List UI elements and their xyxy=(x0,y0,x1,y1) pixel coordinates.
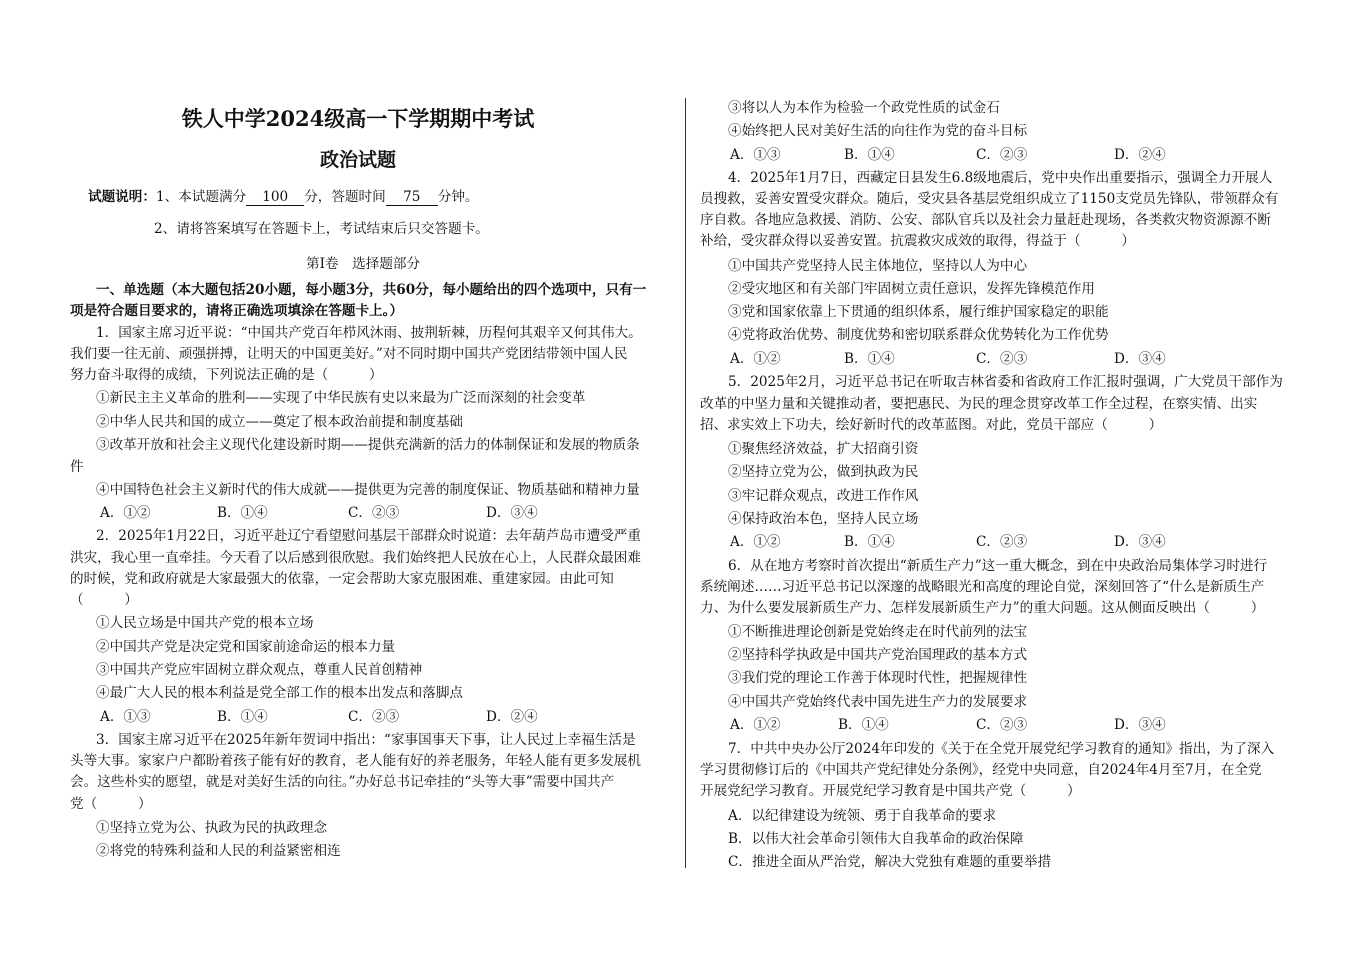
q2-stem-2: 洪灾，我心里一直牵挂。今天看了以后感到很欣慰。我们始终把人民放在心上，人民群众最困难 xyxy=(70,550,641,566)
q5-option-c: C．②③ xyxy=(976,534,1028,550)
q3-stem-1: 3．国家主席习近平在2025年新年贺词中指出：“家事国事天下事，让人民过上幸福生活是 xyxy=(96,732,636,748)
q3-item-4: ④始终把人民对美好生活的向往作为党的奋斗目标 xyxy=(728,123,1028,139)
q4-option-c: C．②③ xyxy=(976,351,1028,367)
q5-stem-2: 改革的中坚力量和关键推动者，要把惠民、为民的理念贯穿改革工作全过程，在察实情、出实 xyxy=(700,396,1258,412)
q6-option-c: C．②③ xyxy=(976,717,1028,733)
q1-option-d: D．③④ xyxy=(486,505,538,521)
q7-option-c: C．推进全面从严治党，解决大党独有难题的重要举措 xyxy=(728,854,1052,870)
q6-stem-2: 系统阐述……习近平总书记以深邃的战略眼光和高度的理论自觉，深刻回答了“什么是新质生产 xyxy=(700,579,1265,595)
section-name: 第Ⅰ卷 选择题部分 xyxy=(306,256,421,272)
q1-item-4: ④中国特色社会主义新时代的伟大成就——提供更为完善的制度保证、物质基础和精神力量 xyxy=(96,482,640,498)
q4-item-2: ②受灾地区和有关部门牢固树立责任意识，发挥先锋模范作用 xyxy=(728,281,1096,297)
note1-a: 1、本试题满分 xyxy=(155,189,247,205)
q3-item-1: ①坚持立党为公、执政为民的执政理念 xyxy=(96,820,328,836)
q3-option-a: A．①③ xyxy=(730,147,781,163)
q7-option-a: A．以纪律建设为统领、勇于自我革命的要求 xyxy=(728,808,997,824)
q2-option-d: D．②④ xyxy=(486,709,538,725)
note1-c: 分钟。 xyxy=(437,189,479,205)
q3-option-c: C．②③ xyxy=(976,147,1028,163)
q5-option-b: B．①④ xyxy=(844,534,895,550)
q1-item-1: ①新民主主义革命的胜利——实现了中华民族有史以来最为广泛而深刻的社会变革 xyxy=(96,390,586,406)
q6-stem-1: 6．从在地方考察时首次提出“新质生产力”这一重大概念，到在中央政治局集体学习时进行 xyxy=(728,558,1268,574)
q5-item-1: ①聚焦经济效益，扩大招商引资 xyxy=(728,441,919,457)
q4-option-b: B．①④ xyxy=(844,351,895,367)
q4-stem-3: 序自救。各地应急救援、消防、公安、部队官兵以及社会力量赶赴现场，各类救灾物资源源不断 xyxy=(700,212,1271,228)
section-instr-1: 一、单选题（本大题包括20小题，每小题3分，共60分，每小题给出的四个选项中，只有一 xyxy=(96,282,647,298)
q6-option-a: A．①② xyxy=(730,717,781,733)
exam-subject: 政治试题 xyxy=(319,149,396,171)
q2-item-1: ①人民立场是中国共产党的根本立场 xyxy=(96,615,314,631)
q4-item-1: ①中国共产党坚持人民主体地位，坚持以人为中心 xyxy=(728,258,1028,274)
q7-stem-3: 开展党纪学习教育。开展党纪学习教育是中国共产党（ ） xyxy=(700,783,1081,799)
q4-stem-4: 补给，受灾群众得以妥善安置。抗震救灾成效的取得，得益于（ ） xyxy=(700,233,1135,249)
q4-stem-1: 4．2025年1月7日，西藏定日县发生6.8级地震后，党中央作出重要指示，强调全力开展人 xyxy=(728,170,1273,186)
q7-option-b: B．以伟大社会革命引领伟大自我革命的政治保障 xyxy=(728,831,1024,847)
exam-time: 75 xyxy=(386,189,438,206)
q3-stem-4: 党（ ） xyxy=(70,796,152,812)
q6-option-b: B．①④ xyxy=(838,717,889,733)
q6-item-2: ②坚持科学执政是中国共产党治国理政的基本方式 xyxy=(728,647,1028,663)
q3-item-3: ③将以人为本作为检验一个政党性质的试金石 xyxy=(728,100,1000,116)
section-instr-2: 项是符合题目要求的，请将正确选项填涂在答题卡上。） xyxy=(70,303,404,319)
q1-option-b: B．①④ xyxy=(217,505,268,521)
q2-option-a: A．①③ xyxy=(100,709,151,725)
column-divider xyxy=(685,98,686,868)
q1-option-a: A．①② xyxy=(100,505,151,521)
q5-stem-1: 5．2025年2月，习近平总书记在听取吉林省委和省政府工作汇报时强调，广大党员干部作为 xyxy=(728,374,1283,390)
q1-stem-2: 我们要一往无前、顽强拼搏，让明天的中国更美好。”对不同时期中国共产党团结带领中国人民 xyxy=(70,346,628,362)
q5-item-2: ②坚持立党为公，做到执政为民 xyxy=(728,464,919,480)
note1-b: 分，答题时间 xyxy=(304,189,386,205)
q7-stem-2: 学习贯彻修订后的《中国共产党纪律处分条例》，经党中央同意，自2024年4月至7月，在全党 xyxy=(700,762,1262,778)
q1-stem-1: 1．国家主席习近平说：“中国共产党百年栉风沐雨、披荆斩棘，历程何其艰辛又何其伟大。 xyxy=(96,325,642,341)
q2-option-c: C．②③ xyxy=(348,709,400,725)
q6-item-1: ①不断推进理论创新是党始终走在时代前列的法宝 xyxy=(728,624,1028,640)
exam-note-2: 2、请将答案填写在答题卡上，考试结束后只交答题卡。 xyxy=(154,221,489,237)
q1-item-3: ③改革开放和社会主义现代化建设新时期——提供充满新的活力的体制保证和发展的物质条 xyxy=(96,437,640,453)
q5-option-d: D．③④ xyxy=(1114,534,1166,550)
q4-option-d: D．③④ xyxy=(1114,351,1166,367)
q1-item-2: ②中华人民共和国的成立——奠定了根本政治前提和制度基础 xyxy=(96,414,464,430)
q2-item-4: ④最广大人民的根本利益是党全部工作的根本出发点和落脚点 xyxy=(96,685,464,701)
q6-item-3: ③我们党的理论工作善于体现时代性，把握规律性 xyxy=(728,670,1028,686)
q5-item-4: ④保持政治本色，坚持人民立场 xyxy=(728,511,919,527)
note-label: 试题说明： xyxy=(88,189,156,205)
q5-stem-3: 招、求实效上下功夫，绘好新时代的改革蓝图。对此，党员干部应（ ） xyxy=(700,417,1163,433)
q3-stem-2: 头等大事。家家户户都盼着孩子能有好的教育，老人能有好的养老服务，年轻人能有更多发展机 xyxy=(70,753,641,769)
q2-option-b: B．①④ xyxy=(217,709,268,725)
q6-item-4: ④中国共产党始终代表中国先进生产力的发展要求 xyxy=(728,694,1028,710)
q2-stem-3: 的时候，党和政府就是大家最强大的依靠，一定会帮助大家克服困难、重建家园。由此可知 xyxy=(70,571,614,587)
q5-item-3: ③牢记群众观点，改进工作作风 xyxy=(728,488,919,504)
q1-option-c: C．②③ xyxy=(348,505,400,521)
q4-option-a: A．①② xyxy=(730,351,781,367)
q4-item-4: ④党将政治优势、制度优势和密切联系群众优势转化为工作优势 xyxy=(728,327,1109,343)
q3-item-2: ②将党的特殊利益和人民的利益紧密相连 xyxy=(96,843,341,859)
q4-item-3: ③党和国家依靠上下贯通的组织体系，履行维护国家稳定的职能 xyxy=(728,304,1109,320)
q3-option-d: D．②④ xyxy=(1114,147,1166,163)
q4-stem-2: 员搜救，妥善安置受灾群众。随后，受灾县各基层党组织成立了1150支党员先锋队，带领群众有 xyxy=(700,191,1279,207)
q3-stem-3: 会。这些朴实的愿望，就是对美好生活的向往。”办好总书记牵挂的“头等大事”需要中国共产 xyxy=(70,774,615,790)
q5-option-a: A．①② xyxy=(730,534,781,550)
exam-title: 铁人中学2024级高一下学期期中考试 xyxy=(181,106,535,131)
q1-stem-3: 努力奋斗取得的成绩，下列说法正确的是（ ） xyxy=(70,367,383,383)
q7-stem-1: 7．中共中央办公厅2024年印发的《关于在全党开展党纪学习教育的通知》指出，为了深入 xyxy=(728,741,1275,757)
q3-option-b: B．①④ xyxy=(844,147,895,163)
q2-stem-1: 2．2025年1月22日，习近平赴辽宁看望慰问基层干部群众时说道：去年葫芦岛市遭受严重 xyxy=(96,528,641,544)
q2-item-3: ③中国共产党应牢固树立群众观点，尊重人民首创精神 xyxy=(96,662,423,678)
exam-note-1 xyxy=(88,187,479,207)
q1-item-3b: 件 xyxy=(70,459,84,475)
full-score: 100 xyxy=(246,189,304,206)
q2-item-2: ②中国共产党是决定党和国家前途命运的根本力量 xyxy=(96,639,396,655)
q6-option-d: D．③④ xyxy=(1114,717,1166,733)
q2-stem-4: （ ） xyxy=(70,592,138,608)
q6-stem-3: 力、为什么要发展新质生产力、怎样发展新质生产力”的重大问题。这从侧面反映出（ ） xyxy=(700,600,1265,616)
